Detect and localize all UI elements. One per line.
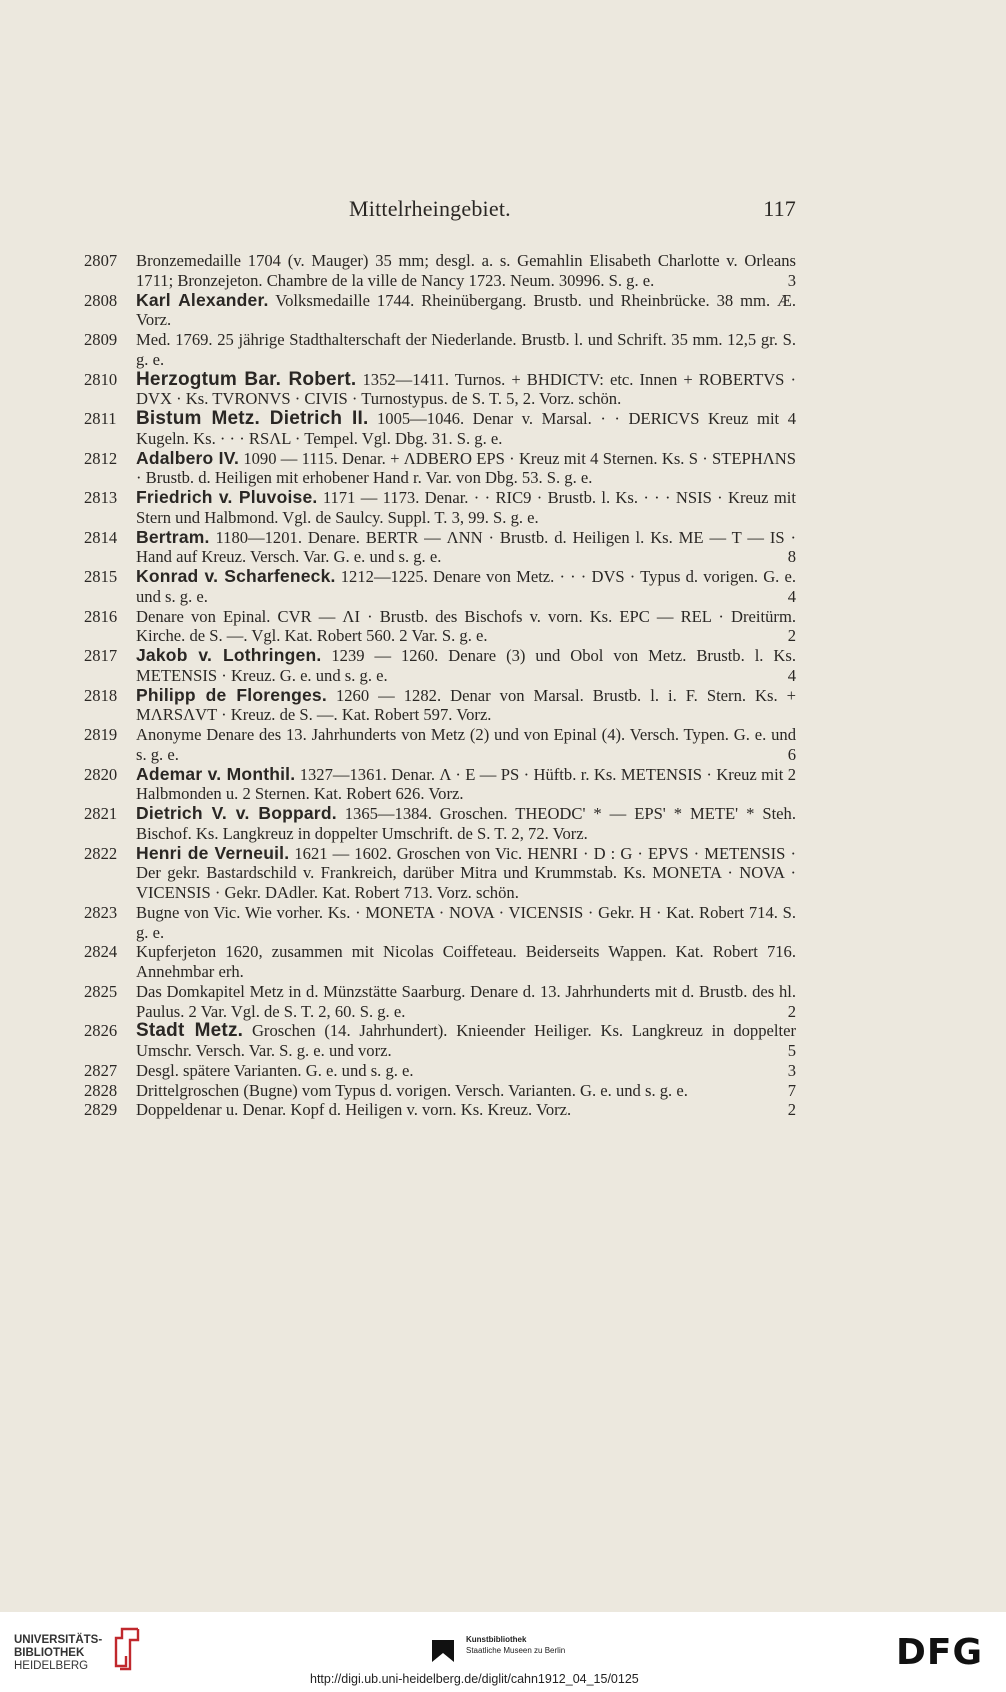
entry-description: Denare von Epinal. CVR — ΛI · Brustb. des Bischofs v. vorn. Ks. EPC — REL · Dreitürm. Kirche. de S. —. Vgl. Kat. Robert 560. 2 Var. S. g. e. (136, 606, 796, 646)
entry-description: 1005—1046. Denar v. Marsal. · · DERICVS Kreuz mit 4 Kugeln. Ks. · · · RSΛL · Tempel. Vgl. Dbg. 31. S. g. e. (136, 409, 796, 448)
entry-price: 7 (787, 1080, 796, 1100)
entry-price: 4 (787, 665, 796, 685)
entry-number: 2822 (84, 843, 118, 863)
dfg-logo: DFG (896, 1632, 984, 1673)
entry-price: 4 (787, 586, 796, 606)
entry-body (136, 567, 796, 607)
entry-body (136, 449, 796, 489)
entry-description: 1090 — 1115. Denar. + ΛDBERO EPS · Kreuz mit 4 Sternen. Ks. S · STEPHΛNS · Brustb. d. Heiligen mit erhobener Hand r. Var. von Dbg. 53. S. g. e. (136, 448, 796, 488)
entry-number: 2819 (84, 725, 118, 744)
entry-price: 2 (787, 1100, 796, 1120)
permalink-url[interactable]: http://digi.ub.uni-heidelberg.de/diglit/cahn1912_04_15/0125 (310, 1672, 639, 1686)
entry-number: 2823 (84, 902, 118, 922)
ub-line-1: UNIVERSITÄTS- (14, 1634, 103, 1646)
entry-body (136, 1061, 796, 1081)
entry-price: 8 (787, 547, 796, 567)
entry-number: 2816 (84, 606, 118, 626)
entry-heading: Karl Alexander. (136, 289, 269, 310)
entry-heading: Ademar v. Monthil. (136, 763, 296, 784)
entry-body (136, 330, 796, 370)
entry-number: 2817 (84, 646, 118, 665)
entry-body (136, 291, 796, 331)
catalog-entry (84, 291, 796, 331)
entry-body (136, 844, 796, 903)
entry-body (136, 646, 796, 686)
entry-description: 1180—1201. Denare. BERTR — ΛNN · Brustb. d. Heiligen l. Ks. ME — T — IS · Hand auf Kreuz. Versch. Var. G. e. und s. g. e. (136, 527, 796, 567)
entry-body (136, 903, 796, 943)
entry-description: Bugne von Vic. Wie vorher. Ks. · MONETA · NOVA · VICENSIS · Gekr. H · Kat. Robert 714. S. g. e. (136, 902, 796, 942)
kunstbibliothek-logo-text (466, 1634, 565, 1656)
catalog-entry (84, 646, 796, 686)
entry-body (136, 370, 796, 410)
entry-body (136, 725, 796, 765)
ub-heidelberg-logo-icon (112, 1626, 142, 1672)
entry-number: 2812 (84, 448, 118, 468)
catalog-entry (84, 370, 796, 410)
entry-number: 2807 (84, 251, 118, 270)
ub-heidelberg-logo-text (14, 1634, 102, 1673)
entry-heading: Adalbero IV. (136, 447, 240, 468)
entry-heading: Stadt Metz. (136, 1020, 244, 1042)
entry-heading: Henri de Verneuil. (136, 842, 290, 863)
ub-line-2: BIBLIOTHEK (14, 1647, 85, 1659)
entry-number: 2813 (84, 488, 118, 507)
catalog-entry (84, 804, 796, 844)
catalog-entry (84, 844, 796, 903)
entry-description: 1260 — 1282. Denar von Marsal. Brustb. l. i. F. Stern. Ks. + MΛRSΛVT · Kreuz. de S. —. Kat. Robert 597. Vorz. (136, 685, 796, 725)
entry-heading: Bistum Metz. Dietrich II. (136, 408, 369, 429)
entry-number: 2828 (84, 1080, 118, 1100)
catalog-entry (84, 725, 796, 765)
running-head (136, 196, 796, 226)
entry-number: 2809 (84, 330, 118, 349)
catalog-entry (84, 1100, 796, 1120)
catalog-entry (84, 409, 796, 449)
entry-heading: Philipp de Florenges. (136, 684, 327, 705)
entry-body (136, 1021, 796, 1061)
footer (0, 1612, 1006, 1692)
entry-description: 1621 — 1602. Groschen von Vic. HENRI · D : G · EPVS · METENSIS · Der gekr. Bastardschild v. Frankreich, darüber Mitra und Krummstab. Ks. MONETA · NOVA · VICENSIS · Gekr. DAdler. Kat. Robert 713. Vorz. schön. (136, 843, 796, 902)
entry-heading: Herzogtum Bar. Robert. (136, 368, 357, 390)
entry-body (136, 1100, 796, 1120)
catalog-entry (84, 903, 796, 943)
entry-description: Doppeldenar u. Denar. Kopf d. Heiligen v. vorn. Ks. Kreuz. Vorz. (136, 1100, 572, 1120)
entry-body (136, 686, 796, 726)
entry-price: 3 (787, 270, 796, 290)
entry-body (136, 409, 796, 449)
entry-description: Groschen (14. Jahrhundert). Knieender Heiliger. Ks. Langkreuz in doppelter Umschr. Versch. Var. S. g. e. und vorz. (136, 1021, 796, 1060)
catalog-entry (84, 330, 796, 370)
entry-number: 2825 (84, 981, 118, 1001)
entry-description: Anonyme Denare des 13. Jahrhunderts von Metz (2) und von Epinal (4). Versch. Typen. G. e. und s. g. e. (136, 725, 796, 764)
entry-price: 3 (787, 1060, 796, 1080)
catalog-entry (84, 449, 796, 489)
entry-number: 2827 (84, 1060, 118, 1080)
entry-heading: Jakob v. Lothringen. (136, 645, 322, 665)
entry-heading: Friedrich v. Pluvoise. (136, 487, 318, 507)
entry-number: 2815 (84, 567, 118, 586)
catalog-entry (84, 1081, 796, 1101)
catalog-entry (84, 765, 796, 805)
catalog-entry (84, 607, 796, 647)
kunstbibliothek-logo-icon (430, 1638, 456, 1664)
entry-description: 1171 — 1173. Denar. · · RIC9 · Brustb. l. Ks. · · · NSIS · Kreuz mit Stern und Halbmond. Vgl. de Saulcy. Suppl. T. 3, 99. S. g. e. (136, 488, 797, 527)
entry-body (136, 488, 796, 528)
entry-description: 1212—1225. Denare von Metz. · · · DVS · Typus d. vorigen. G. e. und s. g. e. (136, 567, 796, 606)
entry-description: 1352—1411. Turnos. + BHDICTV: etc. Innen + ROBERTVS · DVX · Ks. TVRONVS · CIVIS · Turnostypus. de S. T. 5, 2. Vorz. schön. (136, 369, 796, 409)
entry-number: 2829 (84, 1100, 118, 1120)
catalog-entry (84, 251, 796, 291)
entry-description: 1239 — 1260. Denare (3) und Obol von Metz. Brustb. l. Ks. METENSIS · Kreuz. G. e. und s. g. e. (136, 646, 796, 685)
entry-price: 2 (787, 1001, 796, 1021)
entry-price: 5 (787, 1041, 796, 1060)
entry-number: 2824 (84, 942, 118, 962)
entry-description: Desgl. spätere Varianten. G. e. und s. g. e. (136, 1060, 414, 1080)
entry-number: 2820 (84, 764, 118, 784)
ub-line-3: HEIDELBERG (14, 1660, 89, 1672)
catalog-entry (84, 528, 796, 568)
catalog-entry (84, 1061, 796, 1081)
entry-body (136, 982, 796, 1022)
entry-description: Kupferjeton 1620, zusammen mit Nicolas Coiffeteau. Beiderseits Wappen. Kat. Robert 716. Annehmbar erh. (136, 942, 796, 981)
entry-description: Volksmedaille 1744. Rheinübergang. Brustb. und Rheinbrücke. 38 mm. Æ. Vorz. (136, 290, 796, 330)
entry-description: Med. 1769. 25 jährige Stadthalterschaft der Niederlande. Brustb. l. und Schrift. 35 mm. 12,5 gr. S. g. e. (136, 330, 796, 369)
entry-description: Das Domkapitel Metz in d. Münzstätte Saarburg. Denare d. 13. Jahrhunderts mit d. Brustb. des hl. Paulus. 2 Var. Vgl. de S. T. 2, 60. S. g. e. (136, 981, 796, 1021)
entry-number: 2821 (84, 804, 118, 823)
kb-line-2: Staatliche Museen zu Berlin (466, 1646, 566, 1655)
entry-body (136, 528, 796, 568)
entry-number: 2826 (84, 1021, 118, 1041)
entry-number: 2818 (84, 685, 118, 705)
entry-description: Bronzemedaille 1704 (v. Mauger) 35 mm; desgl. a. s. Gemahlin Elisabeth Charlotte v. Orleans 1711; Bronzejeton. Chambre de la ville de Nancy 1723. Neum. 30996. S. g. e. (136, 251, 796, 290)
entry-body (136, 804, 796, 844)
catalog-entry (84, 488, 796, 528)
entry-description: 1327—1361. Denar. Λ · E — PS · Hüftb. r. Ks. METENSIS · Kreuz mit 2 Halbmonden u. 2 Sternen. Kat. Robert 626. Vorz. (136, 764, 796, 804)
entry-number: 2808 (84, 290, 118, 310)
catalog-entry (84, 942, 796, 982)
entry-description: Drittelgroschen (Bugne) vom Typus d. vorigen. Versch. Varianten. G. e. und s. g. e. (136, 1080, 688, 1100)
kb-line-1: Kunstbibliothek (466, 1635, 527, 1644)
entry-body (136, 1081, 796, 1101)
entry-number: 2810 (84, 369, 118, 389)
running-head-title: Mittelrheingebiet. (349, 196, 511, 221)
entry-body (136, 607, 796, 647)
entry-heading: Dietrich V. v. Boppard. (136, 803, 337, 823)
entry-description: 1365—1384. Groschen. THEODC' * — EPS' * METE' * Steh. Bischof. Ks. Langkreuz in doppelter Umschrift. de S. T. 2, 72. Vorz. (136, 804, 796, 843)
entry-body (136, 942, 796, 982)
entry-price: 2 (787, 626, 796, 646)
catalog-entry (84, 982, 796, 1022)
entry-price: 6 (787, 744, 796, 764)
entry-heading: Bertram. (136, 526, 210, 547)
catalog-entry (84, 686, 796, 726)
entry-number: 2814 (84, 527, 118, 547)
entry-body (136, 765, 796, 805)
entry-heading: Konrad v. Scharfeneck. (136, 566, 336, 586)
catalog-entry (84, 1021, 796, 1061)
catalog-entry (84, 567, 796, 607)
entry-number: 2811 (84, 409, 117, 428)
entry-body (136, 251, 796, 291)
page-number: 117 (763, 196, 796, 221)
catalog-entries (84, 251, 796, 1120)
